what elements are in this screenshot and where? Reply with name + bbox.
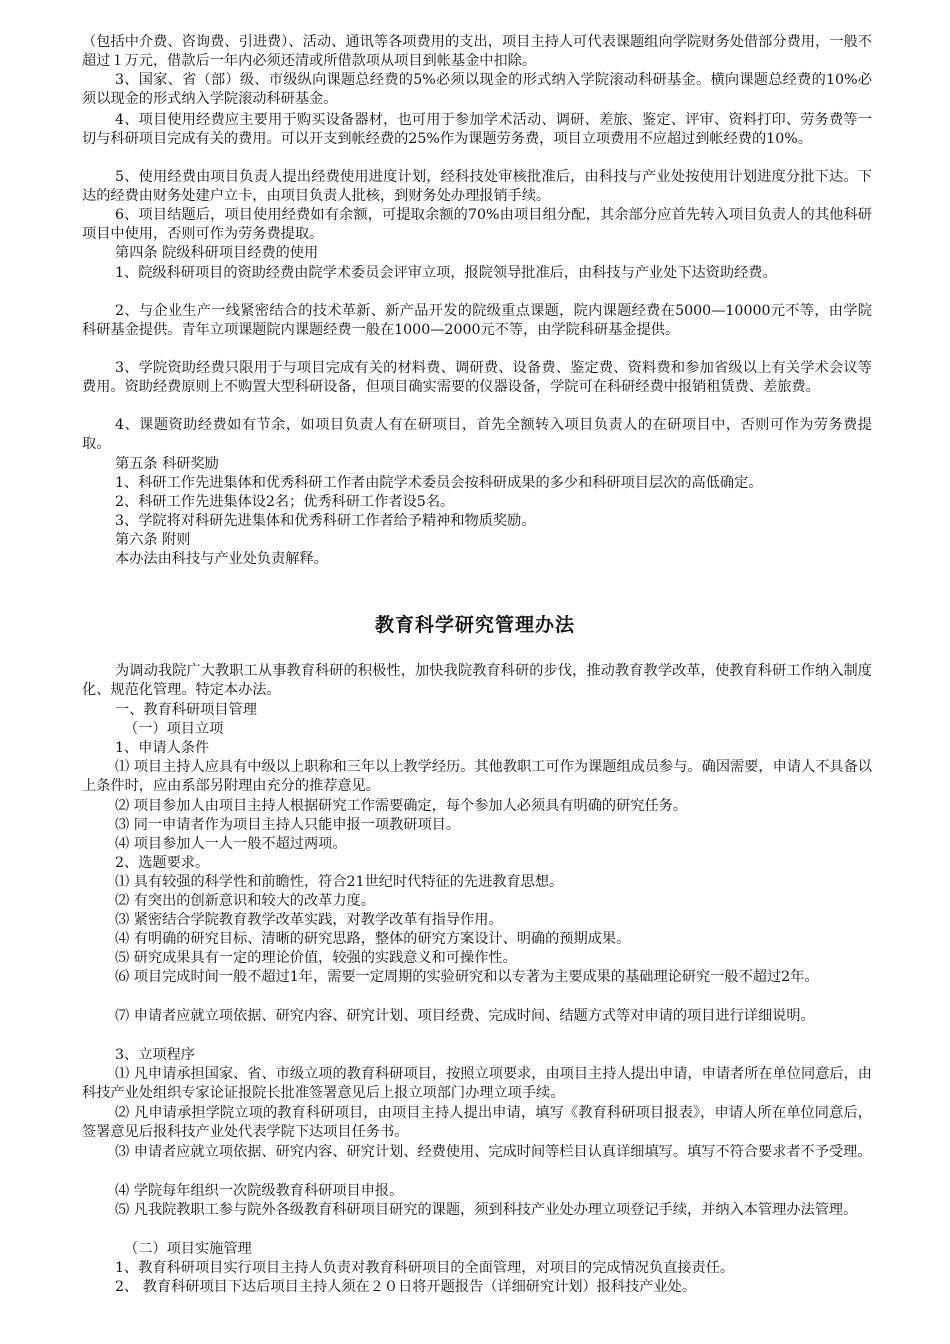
list-item-condition-4: ⑷ 项目参加人一人一般不超过两项。 [115, 836, 347, 852]
paragraph-item-6: 6、项目结题后，项目使用经费如有余额，可提取余额的70%由项目组分配，其余部分应首先转入项目负责人的其他科研项目中使用，否则可作为劳务费提取。 [82, 207, 872, 242]
list-item-condition-3: ⑶ 同一申请者作为项目主持人只能申报一项教研项目。 [115, 817, 461, 833]
paragraph-item-5: 5、使用经费由项目负责人提出经费使用进度计划，经科技处审核批准后，由科技与产业处按使用计划进度分批下达。下达的经费由财务处建户立卡，由项目负责人批核，到财务处办理报销手续。 [82, 169, 872, 204]
paragraph-article-4-item-1: 1、院级科研项目的资助经费由院学术委员会评审立项，报院领导批准后，由科技与产业处下达资助经费。 [115, 265, 777, 281]
paragraph-item-4: 4、项目使用经费应主要用于购买设备器材，也可用于参加学术活动、调研、差旅、鉴定、评审、资料打印、劳务费等一切与科研项目完成有关的费用。可以开支到帐经费的25%作为课题劳务费，项目立项费用不应超过到帐经费的10%。 [82, 112, 872, 147]
list-item-condition-1: ⑴ 项目主持人应具有中级以上职称和三年以上教学经历。其他教职工可作为课题组成员参与。确因需要，申请人不具备以上条件时，应由系部另附理由充分的推荐意见。 [82, 759, 872, 794]
list-item-procedure-3: ⑶ 申请者应就立项依据、研究内容、研究计划、经费使用、完成时间等栏目认真详细填写。填写不符合要求者不予受理。 [115, 1144, 872, 1160]
list-item-topic-2: ⑵ 有突出的创新意识和较大的改革力度。 [115, 893, 375, 909]
paragraph-article-4-item-2: 2、与企业生产一线紧密结合的技术革新、新产品开发的院级重点课题，院内课题经费在5000—10000元不等，由学院科研基金提供。青年立项课题院内课题经费一般在1000—2000元不等，由学院科研基金提供。 [82, 303, 872, 338]
list-item-procedure-1: ⑴ 凡申请承担国家、省、市级立项的教育科研项目，按照立项要求，由项目主持人提出申请，申请者所在单位同意后，由科技产业处组织专家论证报院长批准签署意见后上报立项部门办理立项手续。 [82, 1066, 872, 1101]
paragraph-article-5-item-1: 1、科研工作先进集体和优秀科研工作者由院学术委员会按科研成果的多少和科研项目层次的高低确定。 [115, 475, 763, 491]
paragraph-fee-expenses: （包括中介费、咨询费、引进费）、活动、通讯等各项费用的支出，项目主持人可代表课题组向学院财务处借部分费用，一般不超过１万元，借款后一年内必须还清或所借款项从项目到帐基金中扣除。 [82, 34, 872, 69]
paragraph-implementation-item-1: 1、教育科研项目实行项目主持人负责对教育科研项目的全面管理，对项目的完成情况负直接责任。 [115, 1260, 735, 1276]
paragraph-item-3: 3、国家、省（部）级、市级纵向课题总经费的5%必须以现金的形式纳入学院滚动科研基金。横向课题总经费的10%必须以现金的形式纳入学院滚动科研基金。 [82, 72, 872, 107]
list-item-topic-6: ⑹ 项目完成时间一般不超过1年，需要一定周期的实验研究和以专著为主要成果的基础理论研究一般不超过2年。 [115, 969, 819, 985]
paragraph-preamble: 为调动我院广大教职工从事教育科研的积极性，加快我院教育科研的步伐，推动教育教学改革，使教育科研工作纳入制度化、规范化管理。特定本办法。 [82, 663, 872, 698]
list-item-procedure-5: ⑸ 凡我院教职工参与院外各级教育科研项目研究的课题，须到科技产业处办理立项登记手续，并纳入本管理办法管理。 [115, 1202, 858, 1218]
list-item-topic-3: ⑶ 紧密结合学院教育教学改革实践，对教学改革有指导作用。 [115, 912, 503, 928]
paragraph-article-6-interpretation: 本办法由科技与产业处负责解释。 [115, 551, 328, 567]
subsection-heading-implementation: （二）项目实施管理 [124, 1241, 252, 1257]
document-title: 教育科学研究管理办法 [374, 614, 575, 636]
paragraph-article-4-item-3: 3、学院资助经费只限用于与项目完成有关的材料费、调研费、设备费、鉴定费、资料费和参加省级以上有关学术会议等费用。资助经费原则上不购置大型科研设备，但项目确实需要的仪器设备，学院可在科研经费中报销租赁费、差旅费。 [82, 360, 872, 395]
subheading-applicant-conditions: 1、申请人条件 [115, 740, 210, 756]
list-item-topic-4: ⑷ 有明确的研究目标、清晰的研究思路，整体的研究方案设计、明确的预期成果。 [115, 931, 631, 947]
section-heading-article-6: 第六条 附则 [115, 532, 191, 548]
subheading-topic-requirements: 2、选题要求。 [115, 855, 210, 871]
list-item-topic-7: ⑺ 申请者应就立项依据、研究内容、研究计划、项目经费、完成时间、结题方式等对申请的项目进行详细说明。 [115, 1008, 815, 1024]
section-heading-article-5: 第五条 科研奖励 [115, 456, 219, 472]
list-item-condition-2: ⑵ 项目参加人由项目主持人根据研究工作需要确定，每个参加人必须具有明确的研究任务。 [115, 798, 688, 814]
list-item-procedure-4: ⑷ 学院每年组织一次院级教育科研项目申报。 [115, 1183, 404, 1199]
paragraph-implementation-item-2: 2、 教育科研项目下达后项目主持人须在２０日将开题报告（详细研究计划）报科技产业处。 [115, 1279, 697, 1295]
list-item-procedure-2: ⑵ 凡申请承担学院立项的教育科研项目，由项目主持人提出申请，填写《教育科研项目报表》，申请人所在单位同意后，签署意见后报科技产业处代表学院下达项目任务书。 [82, 1105, 872, 1140]
subsection-heading-project-approval: （一）项目立项 [124, 721, 224, 737]
subheading-approval-procedure: 3、立项程序 [115, 1047, 195, 1063]
list-item-topic-5: ⑸ 研究成果具有一定的理论价值，较强的实践意义和可操作性。 [115, 950, 517, 966]
paragraph-article-5-item-3: 3、学院将对科研先进集体和优秀科研工作者给予精神和物质奖励。 [115, 513, 536, 529]
list-item-topic-1: ⑴ 具有较强的科学性和前瞻性，符合21世纪时代特征的先进教育思想。 [115, 874, 564, 890]
section-heading-project-management: 一、教育科研项目管理 [115, 702, 257, 718]
paragraph-article-4-item-4: 4、课题资助经费如有节余，如项目负责人有在研项目，首先全额转入项目负责人的在研项目中，否则可作为劳务费提取。 [82, 417, 872, 452]
paragraph-article-5-item-2: 2、科研工作先进集体设2名；优秀科研工作者设5名。 [115, 494, 455, 510]
section-heading-article-4: 第四条 院级科研项目经费的使用 [115, 245, 319, 261]
